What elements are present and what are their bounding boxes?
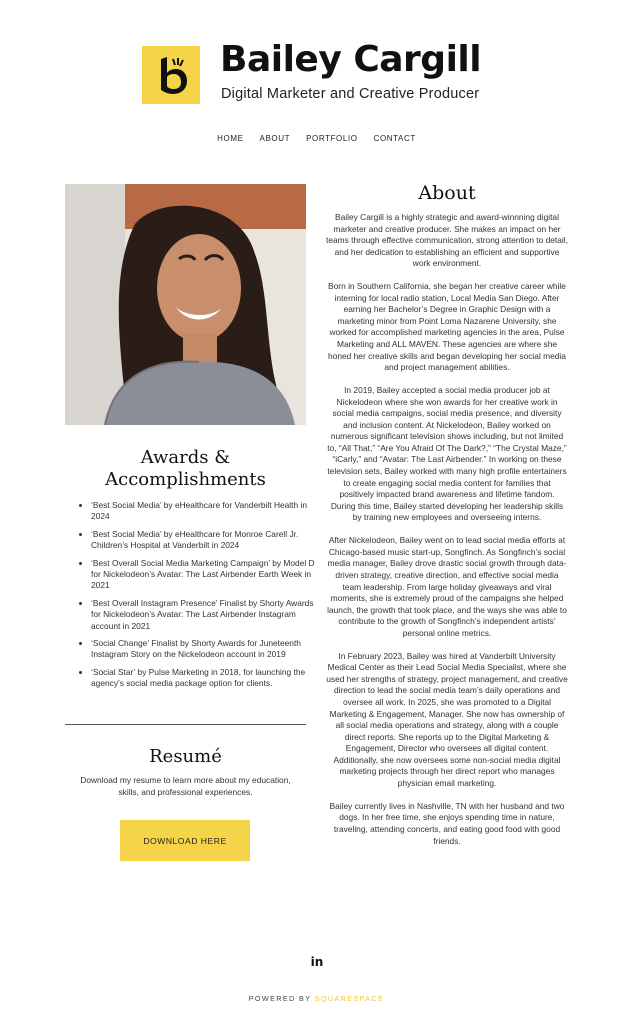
- about-body: [326, 212, 568, 859]
- about-paragraph: After Nickelodeon, Bailey went on to lead social media efforts at Chicago-based music start-up, Songfinch. As Songfinch’s social media manager, Bailey drove drastic social growth through data-driven strategy, creative direction, and effective social media team leadership. From large holiday giveaways and viral moments, she is extremely proud of the campaigns she helped launch, the growth that took place, and the ways she was able to contribute to the growth of Songfinch’s independent artists’ personal online metrics.: [327, 535, 567, 638]
- nav-contact[interactable]: CONTACT: [373, 134, 416, 143]
- profile-photo: [65, 184, 306, 425]
- about-paragraph: Bailey Cargill is a highly strategic and award-winnning digital marketer and creative producer. She makes an impact on her teams through effective communication, strong attention to detail, and her dedication to establishing an efficient and supportive work environment.: [326, 212, 568, 269]
- site-subtitle: Digital Marketer and Creative Producer: [221, 86, 480, 102]
- resume-title: Resumé: [149, 746, 222, 767]
- bailey-b-logo[interactable]: [142, 46, 200, 104]
- award-item: • ‘Social Star’ by Pulse Marketing in 2018, for launching the agency’s social media package option for clients.: [91, 667, 316, 690]
- download-resume-button[interactable]: DOWNLOAD HERE: [120, 820, 250, 861]
- site-header: [0, 0, 633, 160]
- about-paragraph: Bailey currently lives in Nashville, TN with her husband and two dogs. In her free time, she enjoys spending time in nature, traveling, attending concerts, and eating good food with good friends.: [329, 800, 565, 846]
- award-item: • ‘Best Social Media’ by eHealthcare for Vanderbilt Health in 2024: [91, 500, 316, 523]
- nav-home[interactable]: HOME: [217, 134, 244, 143]
- main-nav: [0, 134, 633, 143]
- about-paragraph: In February 2023, Bailey was hired at Vanderbilt University Medical Center as their Lead Social Media Specialist, where she used her strengths of strategy, project management, and creative direction to lead the social media team’s daily operations and oversee all work. In 2025, she was promoted to a Digital Marketing & Engagement, Manager. She now has ownership of all social media operations and strategy, along with a couple direct reports. She reports up to the Digital Marketing & Engagement, Director who oversees all digital content. Additionally, she now oversees some non-social media digital marketing projects through her direct report who manages physician email marketing.: [326, 650, 568, 788]
- section-divider: [65, 724, 306, 725]
- squarespace-link[interactable]: SQUARESPACE: [314, 994, 385, 1003]
- nav-about[interactable]: ABOUT: [259, 134, 291, 143]
- awards-title: Awards & Accomplishments: [105, 447, 266, 490]
- about-paragraph: In 2019, Bailey accepted a social media producer job at Nickelodeon where she won awards for her creative work in social media campaigns, social media presence, and diversity and inclusion content. At Nickelodeon, Bailey worked on numerous significant television shows including, but not limited to, “All That,” “Are You Afraid Of The Dark?,” “The Crystal Maze,” “iCarly,” and “Avatar: The Last Airbender.” In working on these television sets, Bailey worked with many high profile entertainers to create engaging social media content for families that positively impacted brand awareness and lifetime fandom. During this time, Bailey started developing her leadership skills by training new employees and overseeing interns.: [327, 385, 567, 523]
- award-item: • ‘Social Change’ Finalist by Shorty Awards for Juneteenth Instagram Story on the Nickelodeon account in 2019: [91, 638, 316, 661]
- site-title[interactable]: Bailey Cargill: [220, 39, 482, 80]
- nav-portfolio[interactable]: PORTFOLIO: [306, 134, 358, 143]
- about-paragraph: Born in Southern California, she began her creative career while interning for local radio station, Local Media San Diego. After earning her Bachelor’s Degree in Graphic Design with a marketing minor from Point Loma Nazarene University, she worked for accomplished marketing agencies in the area, Pulse Marketing and ALL MAVEN. These agencies are where she honed her creative skills and began developing her social media and project management abilities.: [328, 281, 566, 373]
- linkedin-icon[interactable]: in: [310, 955, 324, 969]
- award-item: • ‘Best Overall Social Media Marketing Campaign’ by Model D for Nickelodeon’s Avatar: The Last Airbender Earth Week in 2021: [91, 558, 316, 592]
- award-item: • ‘Best Overall Instagram Presence’ Finalist by Shorty Awards for Nickelodeon’s Avatar: The Last Airbender Instagram account in 2021: [91, 598, 316, 632]
- award-item: • ‘Best Social Media’ by eHealthcare for Monroe Carell Jr. Children’s Hospital at Vanderbilt in 2024: [91, 529, 316, 552]
- footer: [0, 994, 633, 1003]
- about-title: About: [418, 182, 476, 204]
- awards-list: [79, 500, 316, 696]
- b-logo-icon: [151, 53, 191, 97]
- resume-description: Download my resume to learn more about my education, skills, and professional experiences.: [80, 775, 291, 797]
- powered-by-text: POWERED BY: [248, 994, 312, 1003]
